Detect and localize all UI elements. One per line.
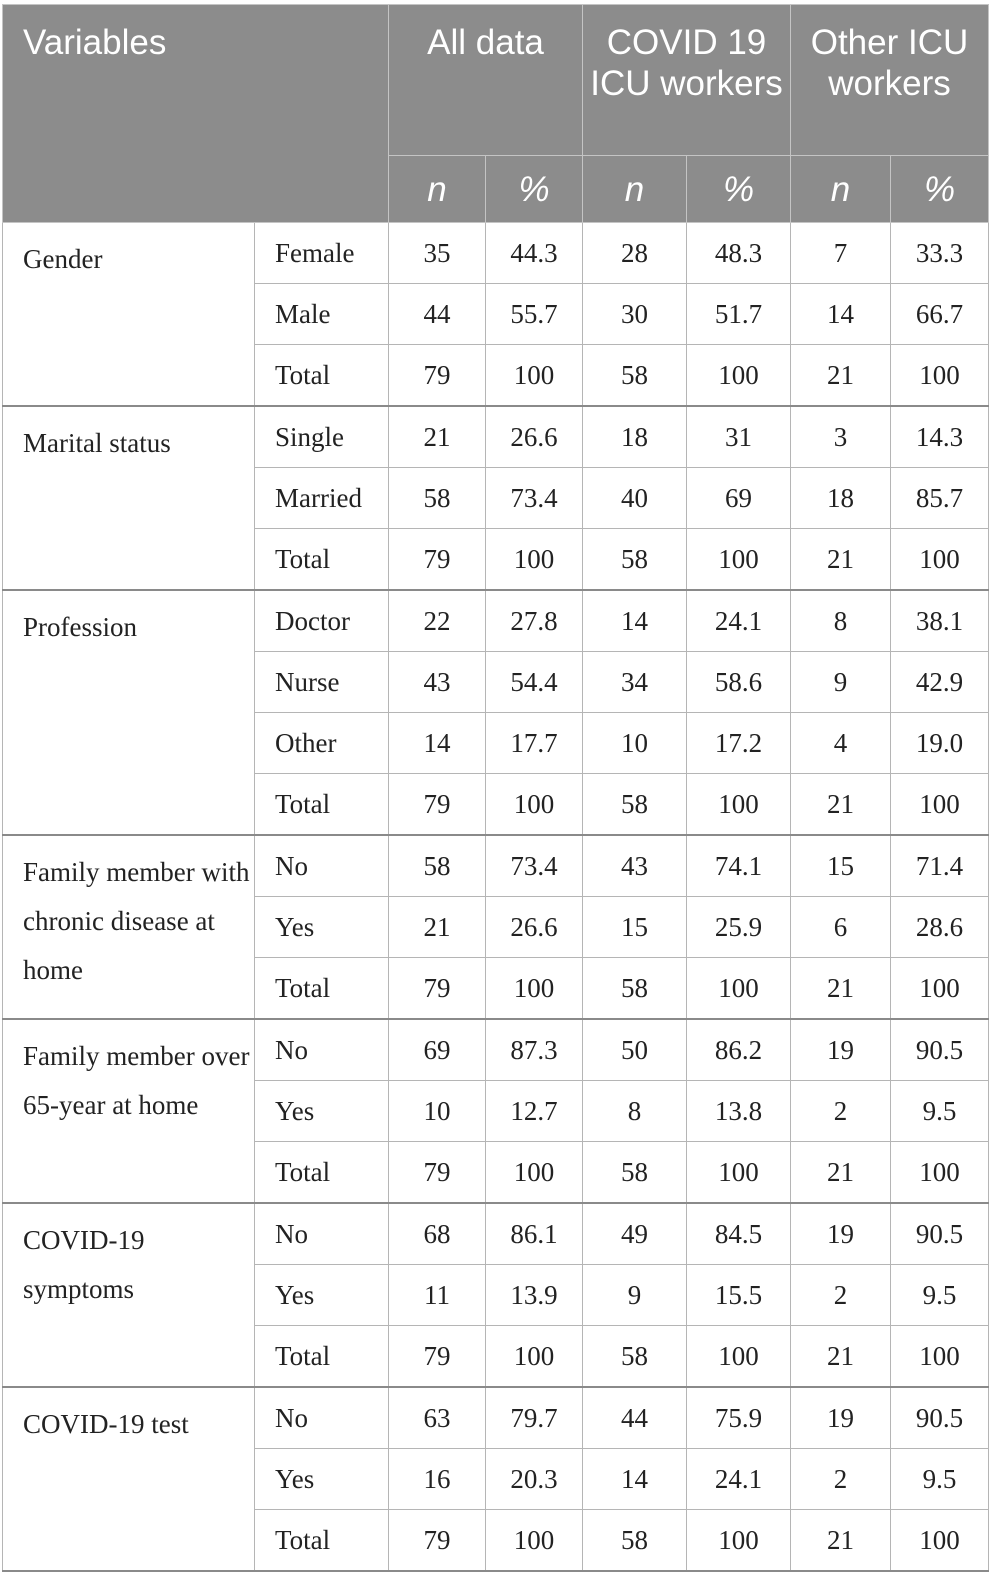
- covid-percent-cell: 24.1: [687, 590, 791, 652]
- covid-n-cell: 50: [583, 1019, 687, 1081]
- covid-n-cell: 28: [583, 223, 687, 284]
- all-percent-cell: 100: [486, 1142, 583, 1204]
- all-n-cell: 16: [389, 1449, 486, 1510]
- covid-n-cell: 14: [583, 1449, 687, 1510]
- covid-n-cell: 58: [583, 774, 687, 836]
- other-n-cell: 2: [791, 1265, 891, 1326]
- all-percent-cell: 100: [486, 529, 583, 591]
- covid-percent-cell: 48.3: [687, 223, 791, 284]
- header-variables: Variables: [3, 5, 389, 223]
- all-n-cell: 79: [389, 529, 486, 591]
- category-cell: No: [255, 1387, 389, 1449]
- data-table: [2, 4, 989, 1572]
- table-body: [3, 223, 989, 1572]
- other-n-cell: 19: [791, 1387, 891, 1449]
- table-row: [3, 406, 989, 468]
- table-header: [3, 5, 989, 223]
- other-n-cell: 2: [791, 1449, 891, 1510]
- other-n-cell: 21: [791, 1510, 891, 1572]
- category-cell: Total: [255, 1510, 389, 1572]
- header-n: n: [389, 156, 486, 223]
- covid-n-cell: 58: [583, 958, 687, 1020]
- all-n-cell: 22: [389, 590, 486, 652]
- all-percent-cell: 12.7: [486, 1081, 583, 1142]
- covid-n-cell: 58: [583, 1326, 687, 1388]
- covid-percent-cell: 86.2: [687, 1019, 791, 1081]
- covid-n-cell: 14: [583, 590, 687, 652]
- other-percent-cell: 42.9: [891, 652, 989, 713]
- table-row: [3, 835, 989, 897]
- other-n-cell: 21: [791, 529, 891, 591]
- other-n-cell: 21: [791, 958, 891, 1020]
- covid-n-cell: 49: [583, 1203, 687, 1265]
- covid-n-cell: 43: [583, 835, 687, 897]
- other-percent-cell: 66.7: [891, 284, 989, 345]
- category-cell: Yes: [255, 1449, 389, 1510]
- variable-cell: COVID-19 test: [3, 1387, 255, 1571]
- all-percent-cell: 54.4: [486, 652, 583, 713]
- other-percent-cell: 28.6: [891, 897, 989, 958]
- all-percent-cell: 17.7: [486, 713, 583, 774]
- category-cell: Female: [255, 223, 389, 284]
- all-n-cell: 58: [389, 835, 486, 897]
- covid-n-cell: 30: [583, 284, 687, 345]
- other-percent-cell: 100: [891, 1510, 989, 1572]
- covid-n-cell: 15: [583, 897, 687, 958]
- covid-n-cell: 18: [583, 406, 687, 468]
- all-n-cell: 68: [389, 1203, 486, 1265]
- table-row: [3, 590, 989, 652]
- other-percent-cell: 90.5: [891, 1387, 989, 1449]
- all-percent-cell: 100: [486, 958, 583, 1020]
- variable-cell: Family member over 65-year at home: [3, 1019, 255, 1203]
- other-n-cell: 9: [791, 652, 891, 713]
- other-percent-cell: 85.7: [891, 468, 989, 529]
- variable-cell: Gender: [3, 223, 255, 407]
- other-n-cell: 18: [791, 468, 891, 529]
- covid-n-cell: 44: [583, 1387, 687, 1449]
- covid-percent-cell: 84.5: [687, 1203, 791, 1265]
- covid-n-cell: 34: [583, 652, 687, 713]
- covid-n-cell: 58: [583, 1510, 687, 1572]
- covid-n-cell: 8: [583, 1081, 687, 1142]
- all-percent-cell: 26.6: [486, 406, 583, 468]
- covid-percent-cell: 58.6: [687, 652, 791, 713]
- header-other-icu-workers: Other ICU workers: [791, 5, 989, 156]
- other-percent-cell: 100: [891, 1326, 989, 1388]
- other-percent-cell: 33.3: [891, 223, 989, 284]
- category-cell: Total: [255, 1326, 389, 1388]
- other-n-cell: 6: [791, 897, 891, 958]
- category-cell: No: [255, 1019, 389, 1081]
- covid-percent-cell: 100: [687, 1510, 791, 1572]
- all-n-cell: 10: [389, 1081, 486, 1142]
- header-n: n: [583, 156, 687, 223]
- category-cell: Total: [255, 774, 389, 836]
- all-n-cell: 79: [389, 1142, 486, 1204]
- other-percent-cell: 9.5: [891, 1449, 989, 1510]
- all-percent-cell: 79.7: [486, 1387, 583, 1449]
- table-row: [3, 223, 989, 284]
- header-all-data: All data: [389, 5, 583, 156]
- all-n-cell: 21: [389, 406, 486, 468]
- category-cell: No: [255, 1203, 389, 1265]
- covid-percent-cell: 17.2: [687, 713, 791, 774]
- covid-n-cell: 58: [583, 529, 687, 591]
- category-cell: Other: [255, 713, 389, 774]
- category-cell: Yes: [255, 1265, 389, 1326]
- all-n-cell: 58: [389, 468, 486, 529]
- header-percent: %: [687, 156, 791, 223]
- covid-percent-cell: 75.9: [687, 1387, 791, 1449]
- covid-percent-cell: 51.7: [687, 284, 791, 345]
- covid-percent-cell: 69: [687, 468, 791, 529]
- header-n: n: [791, 156, 891, 223]
- covid-percent-cell: 100: [687, 529, 791, 591]
- covid-n-cell: 58: [583, 345, 687, 407]
- category-cell: Total: [255, 1142, 389, 1204]
- other-percent-cell: 14.3: [891, 406, 989, 468]
- other-n-cell: 21: [791, 774, 891, 836]
- category-cell: Married: [255, 468, 389, 529]
- category-cell: Total: [255, 529, 389, 591]
- other-n-cell: 2: [791, 1081, 891, 1142]
- header-covid-icu-workers: COVID 19 ICU workers: [583, 5, 791, 156]
- other-percent-cell: 38.1: [891, 590, 989, 652]
- all-percent-cell: 100: [486, 1510, 583, 1572]
- covid-percent-cell: 100: [687, 1142, 791, 1204]
- other-n-cell: 19: [791, 1203, 891, 1265]
- all-percent-cell: 73.4: [486, 468, 583, 529]
- all-percent-cell: 100: [486, 774, 583, 836]
- table-row: [3, 1203, 989, 1265]
- other-n-cell: 21: [791, 345, 891, 407]
- all-percent-cell: 100: [486, 1326, 583, 1388]
- other-n-cell: 8: [791, 590, 891, 652]
- other-percent-cell: 100: [891, 774, 989, 836]
- all-percent-cell: 20.3: [486, 1449, 583, 1510]
- category-cell: No: [255, 835, 389, 897]
- other-n-cell: 19: [791, 1019, 891, 1081]
- table-row: [3, 1019, 989, 1081]
- all-n-cell: 63: [389, 1387, 486, 1449]
- all-n-cell: 79: [389, 1510, 486, 1572]
- variable-cell: COVID-19 symptoms: [3, 1203, 255, 1387]
- variable-cell: Marital status: [3, 406, 255, 590]
- all-percent-cell: 13.9: [486, 1265, 583, 1326]
- all-percent-cell: 55.7: [486, 284, 583, 345]
- other-n-cell: 21: [791, 1142, 891, 1204]
- other-percent-cell: 90.5: [891, 1019, 989, 1081]
- all-n-cell: 35: [389, 223, 486, 284]
- other-n-cell: 3: [791, 406, 891, 468]
- covid-n-cell: 10: [583, 713, 687, 774]
- other-percent-cell: 100: [891, 345, 989, 407]
- category-cell: Nurse: [255, 652, 389, 713]
- category-cell: Doctor: [255, 590, 389, 652]
- all-percent-cell: 27.8: [486, 590, 583, 652]
- all-percent-cell: 73.4: [486, 835, 583, 897]
- all-n-cell: 21: [389, 897, 486, 958]
- other-n-cell: 21: [791, 1326, 891, 1388]
- other-percent-cell: 9.5: [891, 1081, 989, 1142]
- category-cell: Male: [255, 284, 389, 345]
- other-n-cell: 4: [791, 713, 891, 774]
- other-percent-cell: 19.0: [891, 713, 989, 774]
- covid-percent-cell: 24.1: [687, 1449, 791, 1510]
- covid-percent-cell: 100: [687, 1326, 791, 1388]
- category-cell: Yes: [255, 1081, 389, 1142]
- all-n-cell: 79: [389, 1326, 486, 1388]
- other-percent-cell: 100: [891, 958, 989, 1020]
- all-percent-cell: 26.6: [486, 897, 583, 958]
- covid-percent-cell: 15.5: [687, 1265, 791, 1326]
- all-n-cell: 43: [389, 652, 486, 713]
- other-percent-cell: 9.5: [891, 1265, 989, 1326]
- variable-cell: Family member with chronic disease at home: [3, 835, 255, 1019]
- category-cell: Single: [255, 406, 389, 468]
- other-percent-cell: 100: [891, 529, 989, 591]
- other-percent-cell: 71.4: [891, 835, 989, 897]
- header-percent: %: [486, 156, 583, 223]
- other-n-cell: 15: [791, 835, 891, 897]
- covid-percent-cell: 13.8: [687, 1081, 791, 1142]
- covid-percent-cell: 74.1: [687, 835, 791, 897]
- all-n-cell: 79: [389, 774, 486, 836]
- category-cell: Yes: [255, 897, 389, 958]
- all-n-cell: 11: [389, 1265, 486, 1326]
- other-percent-cell: 100: [891, 1142, 989, 1204]
- covid-n-cell: 40: [583, 468, 687, 529]
- table-row: [3, 1387, 989, 1449]
- all-percent-cell: 86.1: [486, 1203, 583, 1265]
- covid-percent-cell: 25.9: [687, 897, 791, 958]
- covid-n-cell: 9: [583, 1265, 687, 1326]
- header-percent: %: [891, 156, 989, 223]
- category-cell: Total: [255, 958, 389, 1020]
- all-n-cell: 44: [389, 284, 486, 345]
- all-n-cell: 79: [389, 345, 486, 407]
- covid-percent-cell: 100: [687, 958, 791, 1020]
- covid-n-cell: 58: [583, 1142, 687, 1204]
- covid-percent-cell: 31: [687, 406, 791, 468]
- all-percent-cell: 100: [486, 345, 583, 407]
- covid-percent-cell: 100: [687, 345, 791, 407]
- all-percent-cell: 87.3: [486, 1019, 583, 1081]
- covid-percent-cell: 100: [687, 774, 791, 836]
- all-n-cell: 79: [389, 958, 486, 1020]
- all-n-cell: 69: [389, 1019, 486, 1081]
- all-n-cell: 14: [389, 713, 486, 774]
- other-n-cell: 14: [791, 284, 891, 345]
- all-percent-cell: 44.3: [486, 223, 583, 284]
- other-percent-cell: 90.5: [891, 1203, 989, 1265]
- variable-cell: Profession: [3, 590, 255, 835]
- category-cell: Total: [255, 345, 389, 407]
- other-n-cell: 7: [791, 223, 891, 284]
